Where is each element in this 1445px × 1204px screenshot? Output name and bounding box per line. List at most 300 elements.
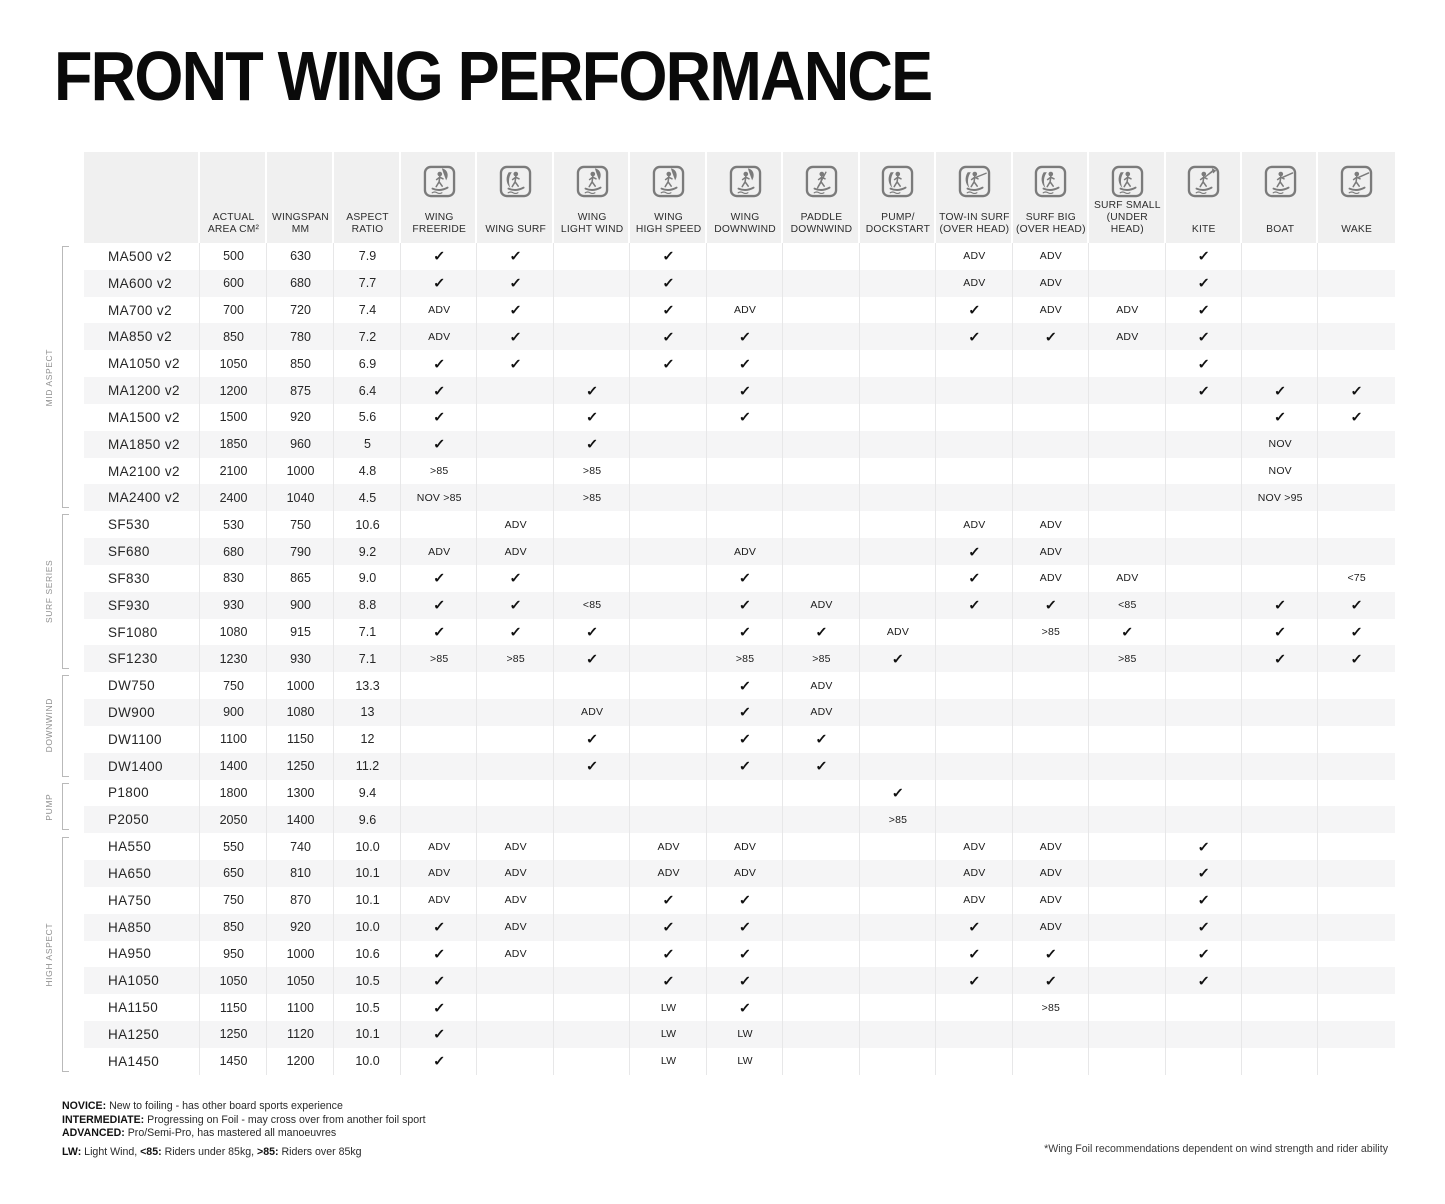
- cell-area: 600: [200, 270, 267, 297]
- cell-rating: [1242, 270, 1318, 297]
- cell-rating: [1089, 511, 1165, 538]
- cell-aspect-ratio: 13: [334, 699, 401, 726]
- cell-wingspan: 720: [267, 297, 334, 324]
- cell-rating: [936, 458, 1012, 485]
- table-row: [84, 780, 1395, 807]
- cell-rating: [554, 833, 630, 860]
- cell-rating: [1013, 672, 1089, 699]
- cell-rating: [860, 270, 936, 297]
- row-label: SF930: [84, 592, 200, 619]
- cell-rating: [1166, 484, 1242, 511]
- cell-rating: [401, 672, 477, 699]
- cell-rating: ✓: [630, 941, 706, 968]
- cell-rating: ✓: [554, 377, 630, 404]
- cell-rating: [1318, 914, 1394, 941]
- cell-rating: ✓: [1350, 651, 1363, 667]
- row-label: MA600 v2: [84, 270, 200, 297]
- cell-wingspan: 1000: [267, 672, 334, 699]
- cell-rating: [1318, 243, 1394, 270]
- cell-area: 1080: [200, 619, 267, 646]
- cell-rating: [554, 672, 630, 699]
- cell-rating: ✓: [707, 619, 783, 646]
- cell-rating: [1166, 511, 1242, 538]
- cell-rating: [860, 404, 936, 431]
- cell-rating: [860, 458, 936, 485]
- cell-rating: [1013, 350, 1089, 377]
- header-cell-blank: [84, 152, 200, 243]
- cell-rating: ✓: [477, 350, 553, 377]
- cell-rating: [783, 1021, 859, 1048]
- table-row: [84, 377, 1395, 404]
- cell-rating: ADV: [477, 538, 553, 565]
- cell-area: 900: [200, 699, 267, 726]
- cell-rating: [1166, 806, 1242, 833]
- table-row: [84, 941, 1395, 968]
- cell-rating: ✓: [860, 780, 936, 807]
- cell-rating: [783, 484, 859, 511]
- cell-rating: ✓: [707, 726, 783, 753]
- cell-rating: [477, 753, 553, 780]
- cell-rating: [707, 431, 783, 458]
- cell-rating: ✓: [1166, 243, 1242, 270]
- cell-rating: ✓: [630, 967, 706, 994]
- cell-rating: [1166, 753, 1242, 780]
- cell-aspect-ratio: 9.2: [334, 538, 401, 565]
- cell-aspect-ratio: 10.0: [334, 1048, 401, 1075]
- table-row: [84, 645, 1395, 672]
- cell-wingspan: 1250: [267, 753, 334, 780]
- cell-rating: [630, 565, 706, 592]
- cell-rating: ✓: [1166, 297, 1242, 324]
- cell-rating: ADV: [477, 941, 553, 968]
- row-label: HA1450: [84, 1048, 200, 1075]
- table-row: [84, 297, 1395, 324]
- cell-rating: ADV: [477, 860, 553, 887]
- row-label: HA550: [84, 833, 200, 860]
- cell-rating: ✓: [707, 350, 783, 377]
- cell-rating: ✓: [1166, 350, 1242, 377]
- cell-rating: ✓: [707, 941, 783, 968]
- cell-rating: [936, 404, 1012, 431]
- cell-area: 700: [200, 297, 267, 324]
- cell-rating: ADV: [1089, 565, 1165, 592]
- cell-rating: ✓: [707, 753, 783, 780]
- cell-rating: [1166, 592, 1242, 619]
- cell-area: 530: [200, 511, 267, 538]
- cell-area: 1400: [200, 753, 267, 780]
- cell-rating: [1242, 1048, 1318, 1075]
- cell-rating: [477, 806, 553, 833]
- performance-table: [84, 152, 1395, 1075]
- cell-rating: [1013, 431, 1089, 458]
- group-bracket-3: [62, 783, 69, 831]
- cell-rating: [1242, 1021, 1318, 1048]
- cell-rating: [554, 350, 630, 377]
- table-row: [84, 484, 1395, 511]
- table-row: [84, 431, 1395, 458]
- cell-rating: [1013, 806, 1089, 833]
- cell-wingspan: 1150: [267, 726, 334, 753]
- cell-rating: [783, 431, 859, 458]
- row-group-brackets: [0, 243, 84, 1076]
- cell-rating: [860, 941, 936, 968]
- cell-rating: [1242, 806, 1318, 833]
- cell-rating: [477, 404, 553, 431]
- cell-rating: ADV: [401, 833, 477, 860]
- table-row: [84, 672, 1395, 699]
- cell-rating: [630, 377, 706, 404]
- cell-rating: [936, 672, 1012, 699]
- header-cell-tow-in-surf: TOW-IN SURF (OVER HEAD): [936, 152, 1012, 243]
- cell-rating: <75: [1347, 572, 1366, 585]
- cell-rating: ✓: [401, 377, 477, 404]
- cell-rating: ✓: [554, 753, 630, 780]
- cell-rating: ✓: [936, 565, 1012, 592]
- cell-rating: ✓: [477, 323, 553, 350]
- row-label: MA500 v2: [84, 243, 200, 270]
- row-label: MA2100 v2: [84, 458, 200, 485]
- cell-rating: [630, 753, 706, 780]
- cell-rating: [1242, 726, 1318, 753]
- cell-rating: ✓: [860, 645, 936, 672]
- cell-rating: NOV: [1242, 458, 1318, 485]
- cell-rating: [1166, 672, 1242, 699]
- row-label: MA1200 v2: [84, 377, 200, 404]
- row-label: DW1400: [84, 753, 200, 780]
- cell-rating: [783, 860, 859, 887]
- cell-rating: [1242, 753, 1318, 780]
- cell-rating: [1166, 645, 1242, 672]
- cell-rating: ADV: [783, 672, 859, 699]
- row-label: SF1230: [84, 645, 200, 672]
- cell-rating: [1318, 699, 1394, 726]
- cell-rating: [936, 431, 1012, 458]
- cell-rating: ✓: [936, 941, 1012, 968]
- cell-rating: [1318, 967, 1394, 994]
- table-row: [84, 967, 1395, 994]
- group-label: SURF SERIES: [44, 560, 54, 624]
- cell-rating: LW: [707, 1048, 783, 1075]
- cell-rating: [1242, 994, 1318, 1021]
- cell-rating: [1089, 538, 1165, 565]
- cell-rating: [630, 806, 706, 833]
- cell-rating: [1089, 458, 1165, 485]
- cell-rating: ADV: [1013, 914, 1089, 941]
- cell-rating: [783, 323, 859, 350]
- cell-rating: [1089, 484, 1165, 511]
- cell-rating: ADV: [707, 538, 783, 565]
- cell-rating: ADV: [1013, 511, 1089, 538]
- cell-rating: ADV: [477, 887, 553, 914]
- cell-rating: [1089, 753, 1165, 780]
- cell-rating: [554, 941, 630, 968]
- row-label: HA950: [84, 941, 200, 968]
- cell-rating: ✓: [1242, 377, 1318, 404]
- cell-rating: ✓: [401, 1021, 477, 1048]
- cell-rating: ✓: [630, 887, 706, 914]
- cell-rating: [860, 323, 936, 350]
- cell-rating: LW: [630, 994, 706, 1021]
- cell-rating: [630, 458, 706, 485]
- cell-rating: [783, 243, 859, 270]
- cell-rating: [554, 1048, 630, 1075]
- cell-rating: [860, 833, 936, 860]
- header-cell-wing-high-speed: WING HIGH SPEED: [630, 152, 706, 243]
- table-row: [84, 619, 1395, 646]
- cell-rating: [630, 592, 706, 619]
- cell-rating: >85: [783, 645, 859, 672]
- cell-rating: [1166, 699, 1242, 726]
- header-cell-surf-big: SURF BIG (OVER HEAD): [1013, 152, 1089, 243]
- cell-rating: [554, 565, 630, 592]
- cell-rating: [554, 994, 630, 1021]
- row-label: MA2400 v2: [84, 484, 200, 511]
- cell-rating: ✓: [936, 592, 1012, 619]
- cell-rating: [1013, 458, 1089, 485]
- cell-rating: [783, 806, 859, 833]
- cell-rating: [1166, 1021, 1242, 1048]
- cell-rating: ADV: [401, 297, 477, 324]
- cell-rating: [1242, 699, 1318, 726]
- cell-rating: ✓: [630, 270, 706, 297]
- cell-rating: [1318, 484, 1394, 511]
- cell-rating: [783, 565, 859, 592]
- cell-rating: [630, 699, 706, 726]
- cell-rating: [707, 458, 783, 485]
- cell-area: 1150: [200, 994, 267, 1021]
- cell-rating: [1013, 726, 1089, 753]
- cell-rating: ✓: [1166, 833, 1242, 860]
- cell-rating: [630, 645, 706, 672]
- cell-rating: [1242, 967, 1318, 994]
- cell-rating: ✓: [1089, 619, 1165, 646]
- cell-rating: [936, 484, 1012, 511]
- cell-wingspan: 1120: [267, 1021, 334, 1048]
- cell-wingspan: 915: [267, 619, 334, 646]
- cell-wingspan: 960: [267, 431, 334, 458]
- surf-small-icon: [1111, 165, 1144, 198]
- cell-rating: ✓: [477, 297, 553, 324]
- cell-rating: [783, 458, 859, 485]
- cell-rating: [1166, 994, 1242, 1021]
- cell-rating: ✓: [1166, 860, 1242, 887]
- cell-rating: [554, 967, 630, 994]
- cell-rating: [1242, 941, 1318, 968]
- cell-aspect-ratio: 7.1: [334, 645, 401, 672]
- cell-rating: [860, 484, 936, 511]
- cell-rating: [1242, 297, 1318, 324]
- cell-area: 1250: [200, 1021, 267, 1048]
- cell-rating: [1242, 860, 1318, 887]
- cell-rating: [860, 699, 936, 726]
- cell-rating: ✓: [401, 941, 477, 968]
- cell-rating: ✓: [1350, 383, 1363, 399]
- cell-wingspan: 1400: [267, 806, 334, 833]
- cell-rating: ✓: [630, 243, 706, 270]
- cell-rating: ✓: [401, 243, 477, 270]
- cell-aspect-ratio: 8.8: [334, 592, 401, 619]
- cell-aspect-ratio: 11.2: [334, 753, 401, 780]
- cell-aspect-ratio: 7.7: [334, 270, 401, 297]
- cell-wingspan: 780: [267, 323, 334, 350]
- cell-rating: [783, 833, 859, 860]
- table-row: [84, 726, 1395, 753]
- cell-rating: [477, 484, 553, 511]
- cell-rating: ✓: [401, 619, 477, 646]
- cell-area: 1050: [200, 967, 267, 994]
- cell-rating: LW: [630, 1048, 706, 1075]
- cell-aspect-ratio: 13.3: [334, 672, 401, 699]
- cell-area: 680: [200, 538, 267, 565]
- table-row: [84, 914, 1395, 941]
- cell-rating: [707, 780, 783, 807]
- cell-rating: [860, 914, 936, 941]
- cell-wingspan: 1000: [267, 941, 334, 968]
- cell-rating: [401, 753, 477, 780]
- cell-rating: [783, 404, 859, 431]
- row-label: SF1080: [84, 619, 200, 646]
- cell-aspect-ratio: 5.6: [334, 404, 401, 431]
- cell-aspect-ratio: 6.9: [334, 350, 401, 377]
- cell-rating: [1166, 1048, 1242, 1075]
- cell-rating: [1089, 806, 1165, 833]
- cell-rating: [554, 297, 630, 324]
- cell-rating: [1318, 887, 1394, 914]
- cell-area: 1050: [200, 350, 267, 377]
- cell-area: 500: [200, 243, 267, 270]
- cell-rating: [1318, 833, 1394, 860]
- cell-rating: [630, 619, 706, 646]
- cell-rating: ✓: [401, 1048, 477, 1075]
- cell-rating: [1318, 431, 1394, 458]
- cell-rating: [1166, 726, 1242, 753]
- cell-rating: [1318, 1021, 1394, 1048]
- cell-rating: ADV: [860, 619, 936, 646]
- cell-rating: ✓: [783, 619, 859, 646]
- cell-rating: NOV >95: [1242, 484, 1318, 511]
- cell-rating: [1166, 404, 1242, 431]
- cell-wingspan: 1300: [267, 780, 334, 807]
- cell-area: 650: [200, 860, 267, 887]
- row-label: DW1100: [84, 726, 200, 753]
- boat-icon: [1264, 165, 1297, 198]
- cell-rating: ✓: [477, 270, 553, 297]
- cell-rating: [401, 699, 477, 726]
- cell-rating: [1013, 484, 1089, 511]
- group-label: MID ASPECT: [44, 348, 54, 406]
- cell-rating: ✓: [783, 726, 859, 753]
- cell-area: 2050: [200, 806, 267, 833]
- cell-rating: [554, 538, 630, 565]
- legend: [62, 1100, 426, 1159]
- cell-rating: [1089, 1021, 1165, 1048]
- cell-rating: [477, 699, 553, 726]
- table-row: [84, 511, 1395, 538]
- cell-rating: ✓: [1013, 967, 1089, 994]
- header-cell-paddle-downwind: PADDLE DOWNWIND: [783, 152, 859, 243]
- cell-rating: [1242, 780, 1318, 807]
- cell-rating: ✓: [554, 645, 630, 672]
- header-cell-meta-2: ASPECT RATIO: [334, 152, 401, 243]
- header-cell-wake: WAKE: [1318, 152, 1394, 243]
- cell-rating: ✓: [707, 967, 783, 994]
- cell-rating: [554, 860, 630, 887]
- cell-rating: [1089, 672, 1165, 699]
- table-row: [84, 833, 1395, 860]
- cell-rating: [860, 860, 936, 887]
- cell-rating: ✓: [1350, 597, 1363, 614]
- cell-rating: [1318, 994, 1394, 1021]
- cell-wingspan: 1050: [267, 967, 334, 994]
- row-label: DW900: [84, 699, 200, 726]
- cell-rating: [554, 1021, 630, 1048]
- cell-area: 850: [200, 323, 267, 350]
- cell-aspect-ratio: 4.8: [334, 458, 401, 485]
- pump-dockstart-icon: [881, 165, 914, 198]
- cell-rating: ✓: [707, 592, 783, 619]
- cell-rating: ✓: [401, 967, 477, 994]
- cell-rating: [860, 994, 936, 1021]
- group-bracket-2: [62, 675, 69, 776]
- cell-rating: [554, 806, 630, 833]
- cell-rating: ✓: [1242, 645, 1318, 672]
- cell-rating: [936, 726, 1012, 753]
- cell-rating: [554, 780, 630, 807]
- cell-rating: ✓: [554, 431, 630, 458]
- cell-rating: [936, 1021, 1012, 1048]
- table-row: [84, 323, 1395, 350]
- table-row: [84, 887, 1395, 914]
- cell-rating: [554, 243, 630, 270]
- cell-rating: [936, 645, 1012, 672]
- cell-rating: ADV: [1013, 833, 1089, 860]
- cell-rating: ADV: [401, 538, 477, 565]
- cell-rating: [936, 780, 1012, 807]
- cell-area: 930: [200, 592, 267, 619]
- cell-wingspan: 930: [267, 645, 334, 672]
- cell-rating: ADV: [477, 511, 553, 538]
- cell-area: 1200: [200, 377, 267, 404]
- group-bracket-1: [62, 514, 69, 669]
- cell-rating: [477, 994, 553, 1021]
- cell-rating: [783, 297, 859, 324]
- cell-area: 750: [200, 887, 267, 914]
- cell-rating: [1242, 243, 1318, 270]
- cell-rating: ✓: [630, 297, 706, 324]
- cell-rating: >85: [401, 645, 477, 672]
- cell-rating: [860, 511, 936, 538]
- cell-rating: [783, 780, 859, 807]
- cell-rating: [630, 404, 706, 431]
- cell-aspect-ratio: 10.0: [334, 914, 401, 941]
- cell-rating: [860, 377, 936, 404]
- cell-rating: >85: [1013, 619, 1089, 646]
- cell-aspect-ratio: 10.5: [334, 967, 401, 994]
- cell-rating: [630, 672, 706, 699]
- table-row: [84, 350, 1395, 377]
- cell-aspect-ratio: 10.5: [334, 994, 401, 1021]
- header-cell-meta-1: WINGSPAN MM: [267, 152, 334, 243]
- cell-rating: [1242, 565, 1318, 592]
- cell-rating: >85: [554, 458, 630, 485]
- cell-rating: [1013, 377, 1089, 404]
- cell-rating: [1318, 323, 1394, 350]
- cell-rating: ✓: [1166, 914, 1242, 941]
- cell-rating: ADV: [1089, 323, 1165, 350]
- cell-rating: ✓: [1166, 967, 1242, 994]
- cell-rating: [1013, 699, 1089, 726]
- cell-rating: [1318, 1048, 1394, 1075]
